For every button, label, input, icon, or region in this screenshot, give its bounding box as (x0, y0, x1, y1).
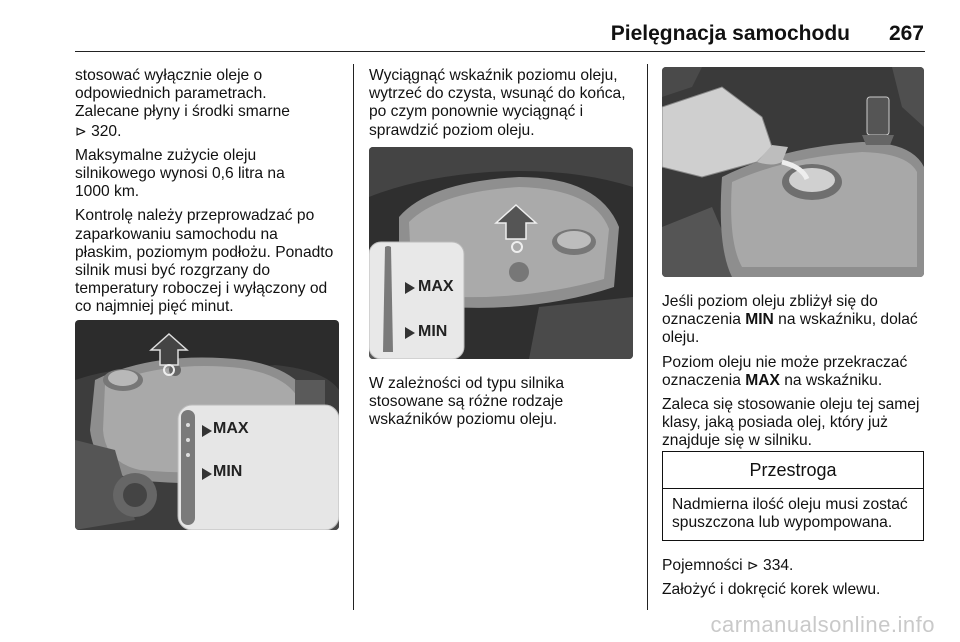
warning-text: Nadmierna ilość oleju musi zostać spuszczona lub wypompowana. (672, 496, 908, 532)
max-label: MAX (418, 278, 454, 295)
max-keyword: MAX (745, 371, 780, 389)
paragraph: stosować wyłącznie oleje o odpowiednich parametrach. Zalecane płyny i środki smarne ⊳ 320. (75, 67, 290, 140)
paragraph: Zaleca się stosowanie oleju tej samej klasy, jaką posiada olej, który już znajduje się w silniku. (662, 396, 920, 450)
paragraph: Maksymalne zużycie oleju silnikowego wynosi 0,6 litra na 1000 km. (75, 146, 285, 201)
paragraph: Kontrolę należy przeprowadzać po zaparkowaniu samochodu na płaskim, poziomym podłożu. Ponadto silnik musi być rozgrzany do temperatury roboczej i wyłączony od co najmniej pięć minut. (75, 207, 334, 316)
watermark: carmanualsonline.info (710, 612, 935, 637)
min-label: MIN (213, 463, 243, 480)
column-3-text-lower (662, 556, 928, 605)
header-divider (75, 51, 925, 52)
column-3-text (662, 293, 928, 457)
page-reference[interactable]: 334. (763, 557, 794, 574)
column-1-text (75, 67, 347, 323)
engine-dipstick-figure (75, 320, 339, 530)
min-keyword: MIN (745, 311, 774, 329)
page-number: 267 (888, 22, 924, 45)
paragraph: Jeśli poziom oleju zbliżył się do oznaczenia MIN na wskaźniku, dolać oleju. (662, 293, 918, 347)
column-divider-2 (647, 64, 648, 610)
oil-refill-figure (662, 67, 924, 277)
column-2-text-lower (369, 375, 641, 436)
paragraph: Wyciągnąć wskaźnik poziomu oleju, wytrzeć do czysta, wsunąć do końca, po czym ponownie wyciągnąć i sprawdzić poziom oleju. (369, 67, 626, 139)
paragraph: Poziom oleju nie może przekraczać oznaczenia MAX na wskaźniku. (662, 353, 908, 389)
paragraph: Założyć i dokręcić korek wlewu. (662, 581, 881, 599)
engine-dipstick-figure-2 (369, 147, 633, 359)
page-title: Pielęgnacja samochodu (610, 22, 850, 45)
warning-title: Przestroga (663, 452, 923, 489)
max-label: MAX (213, 420, 249, 437)
page-reference[interactable]: 320. (91, 122, 122, 140)
paragraph: Pojemności ⊳ 334. (662, 557, 794, 574)
reference-arrow-icon: ⊳ (746, 557, 759, 573)
column-divider-1 (353, 64, 354, 610)
min-label: MIN (418, 323, 448, 340)
column-2-text (369, 67, 641, 146)
warning-box (662, 451, 924, 541)
paragraph: W zależności od typu silnika stosowane są różne rodzaje wskaźników poziomu oleju. (369, 375, 565, 429)
reference-arrow-icon: ⊳ (75, 122, 87, 139)
